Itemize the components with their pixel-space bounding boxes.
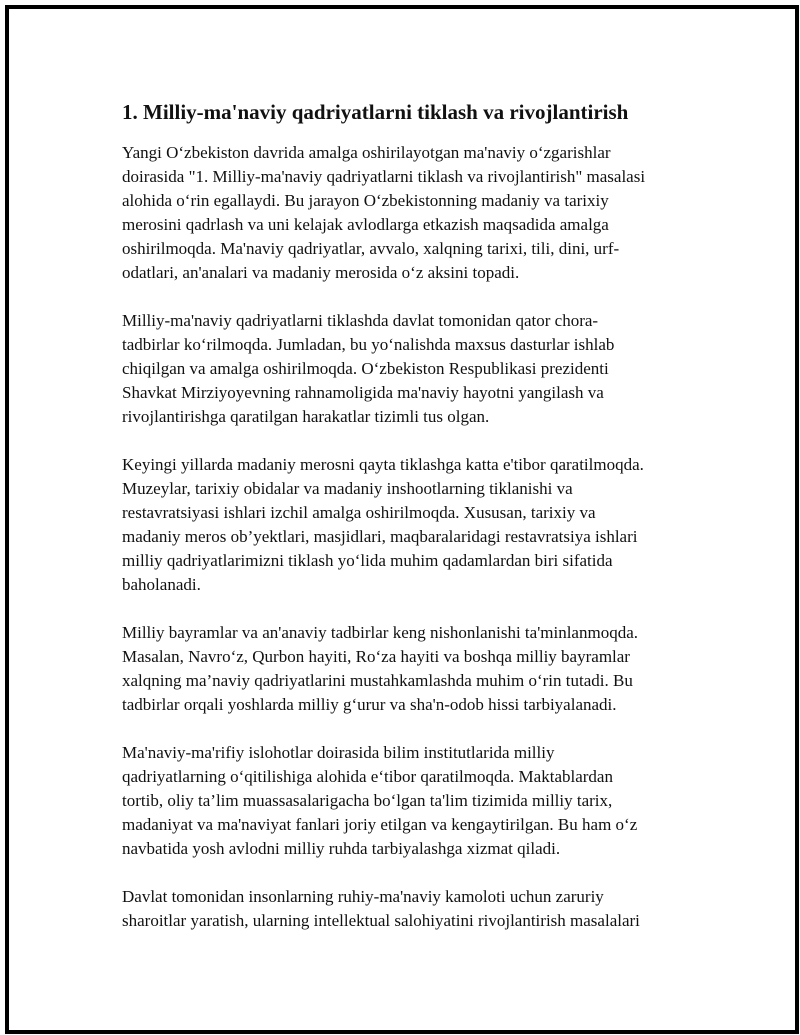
document-body (122, 97, 702, 957)
text-line: Yangi O‘zbekiston davrida amalga oshirilayotgan ma'naviy o‘zgarishlar (122, 143, 611, 162)
text-line: sharoitlar yaratish, ularning intellektual salohiyatini rivojlantirish masalalari (122, 911, 640, 930)
paragraph-3 (122, 453, 702, 597)
document-title: 1. Milliy-ma'naviy qadriyatlarni tiklash va rivojlantirish (122, 100, 629, 124)
text-line: tortib, oliy ta’lim muassasalarigacha bo‘lgan ta'lim tizimida milliy tarix, (122, 791, 613, 810)
paragraph-1 (122, 141, 702, 285)
page-frame (5, 5, 799, 1034)
paragraph-5 (122, 741, 702, 861)
text-line: milliy qadriyatlarimizni tiklash yo‘lida muhim qadamlardan biri sifatida (122, 551, 613, 570)
text-line: odatlari, an'analari va madaniy merosida o‘z aksini topadi. (122, 263, 520, 282)
text-line: tadbirlar orqali yoshlarda milliy g‘urur va sha'n-odob hissi tarbiyalanadi. (122, 695, 617, 714)
text-line: doirasida "1. Milliy-ma'naviy qadriyatlarni tiklash va rivojlantirish" masalasi (122, 167, 646, 186)
text-line: Keyingi yillarda madaniy merosni qayta tiklashga katta e'tibor qaratilmoqda. (122, 455, 644, 474)
text-line: Milliy-ma'naviy qadriyatlarni tiklashda davlat tomonidan qator chora- (122, 311, 599, 330)
text-line: qadriyatlarning o‘qitilishiga alohida e‘tibor qaratilmoqda. Maktablardan (122, 767, 613, 786)
text-line: Shavkat Mirziyoyevning rahnamoligida ma'naviy hayotni yangilash va (122, 383, 604, 402)
text-line: Masalan, Navro‘z, Qurbon hayiti, Ro‘za hayiti va boshqa milliy bayramlar (122, 647, 630, 666)
text-line: Ma'naviy-ma'rifiy islohotlar doirasida bilim institutlarida milliy (122, 743, 555, 762)
text-line: chiqilgan va amalga oshirilmoqda. O‘zbekiston Respublikasi prezidenti (122, 359, 609, 378)
text-line: tadbirlar ko‘rilmoqda. Jumladan, bu yo‘nalishda maxsus dasturlar ishlab (122, 335, 615, 354)
text-line: oshirilmoqda. Ma'naviy qadriyatlar, avvalo, xalqning tarixi, tili, dini, urf- (122, 239, 620, 258)
text-line: restavratsiyasi ishlari izchil amalga oshirilmoqda. Xususan, tarixiy va (122, 503, 596, 522)
text-line: merosini qadrlash va uni kelajak avlodlarga etkazish maqsadida amalga (122, 215, 609, 234)
text-line: rivojlantirishga qaratilgan harakatlar tizimli tus olgan. (122, 407, 490, 426)
paragraph-2 (122, 309, 702, 429)
paragraph-4 (122, 621, 702, 717)
text-line: alohida o‘rin egallaydi. Bu jarayon O‘zbekistonning madaniy va tarixiy (122, 191, 609, 210)
text-line: madaniyat va ma'naviyat fanlari joriy etilgan va kengaytirilgan. Bu ham o‘z (122, 815, 638, 834)
paragraph-6 (122, 885, 702, 933)
text-line: Muzeylar, tarixiy obidalar va madaniy inshootlarning tiklanishi va (122, 479, 573, 498)
text-line: Milliy bayramlar va an'anaviy tadbirlar keng nishonlanishi ta'minlanmoqda. (122, 623, 638, 642)
text-line: Davlat tomonidan insonlarning ruhiy-ma'naviy kamoloti uchun zaruriy (122, 887, 604, 906)
text-line: navbatida yosh avlodni milliy ruhda tarbiyalashga xizmat qiladi. (122, 839, 561, 858)
text-line: xalqning ma’naviy qadriyatlarini mustahkamlashda muhim o‘rin tutadi. Bu (122, 671, 633, 690)
text-line: madaniy meros ob’yektlari, masjidlari, maqbaralaridagi restavratsiya ishlari (122, 527, 638, 546)
text-line: baholanadi. (122, 575, 201, 594)
